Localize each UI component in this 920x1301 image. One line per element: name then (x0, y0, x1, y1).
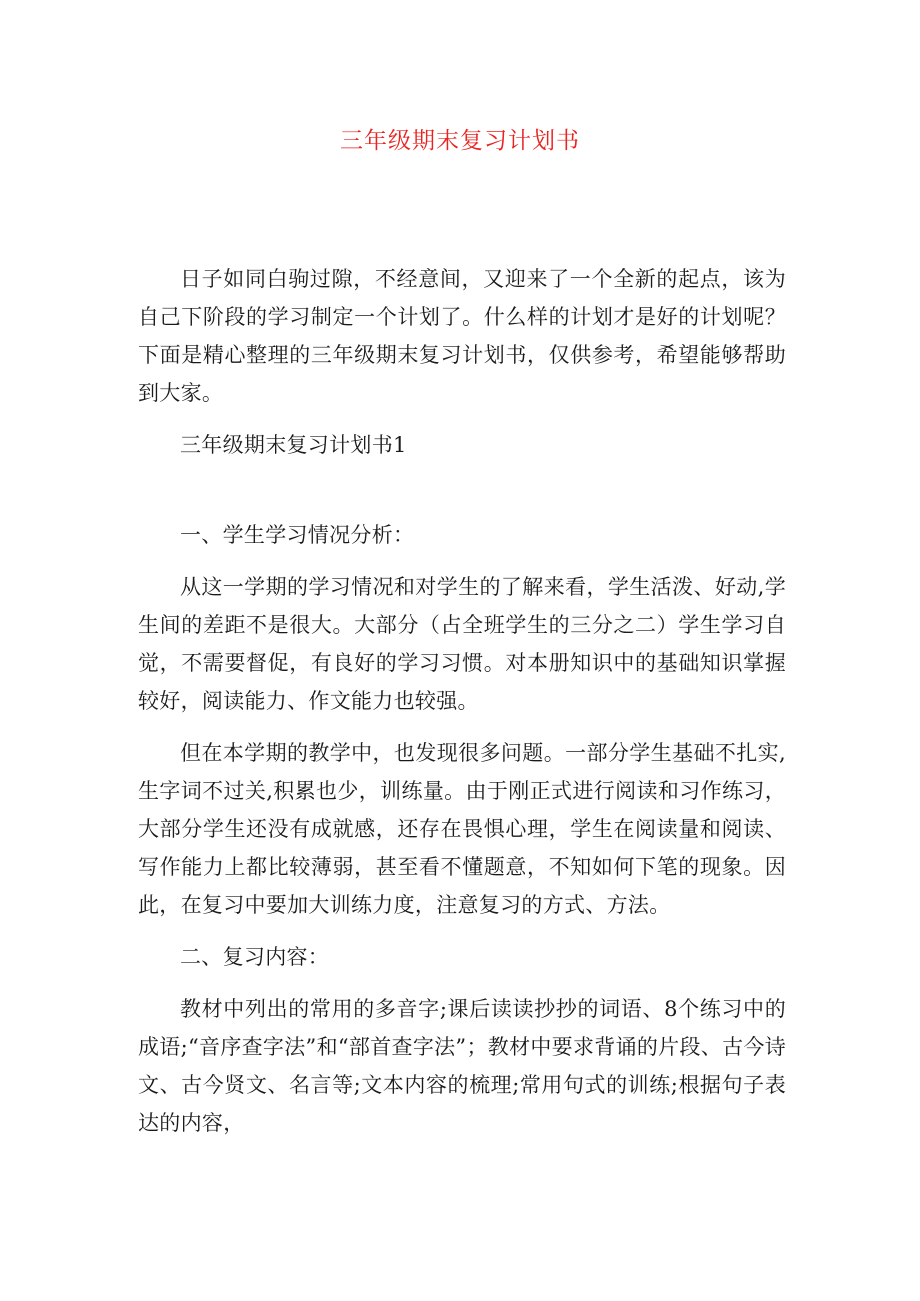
heading-student-analysis: 一、学生学习情况分析： (180, 523, 415, 547)
document-body (138, 260, 786, 1142)
section-title: 三年级期末复习计划书1 (180, 433, 407, 457)
intro-paragraph: 日子如同白驹过隙，不经意间，又迎来了一个全新的起点，该为自己下阶段的学习制定一个计划了。什么样的计划才是好的计划呢？下面是精心整理的三年级期末复习计划书，仅供参考，希望能够帮助到大家。 (138, 267, 786, 405)
paragraph-problems: 但在本学期的教学中，也发现很多问题。一部分学生基础不扎实,生字词不过关,积累也少，训练量。由于刚正式进行阅读和习作练习，大部分学生还没有成就感，还存在畏惧心理，学生在阅读量和阅读、写作能力上都比较薄弱，甚至看不懂题意，不知如何下笔的现象。因此，在复习中要加大训练力度，注意复习的方式、方法。 (138, 741, 786, 917)
paragraph-review-content: 教材中列出的常用的多音字;课后读读抄抄的词语、8个练习中的成语;“音序查字法”和“部首查字法”；教材中要求背诵的片段、古今诗文、古今贤文、名言等;文本内容的梳理;常用句式的训练;根据句子表达的内容， (138, 997, 786, 1135)
document-title: 三年级期末复习计划书 (340, 128, 580, 154)
paragraph-student-analysis: 从这一学期的学习情况和对学生的了解来看，学生活泼、好动,学生间的差距不是很大。大部分（占全班学生的三分之二）学生学习自觉，不需要督促，有良好的学习习惯。对本册知识中的基础知识掌握较好，阅读能力、作文能力也较强。 (138, 575, 786, 713)
heading-review-content: 二、复习内容： (180, 945, 330, 969)
